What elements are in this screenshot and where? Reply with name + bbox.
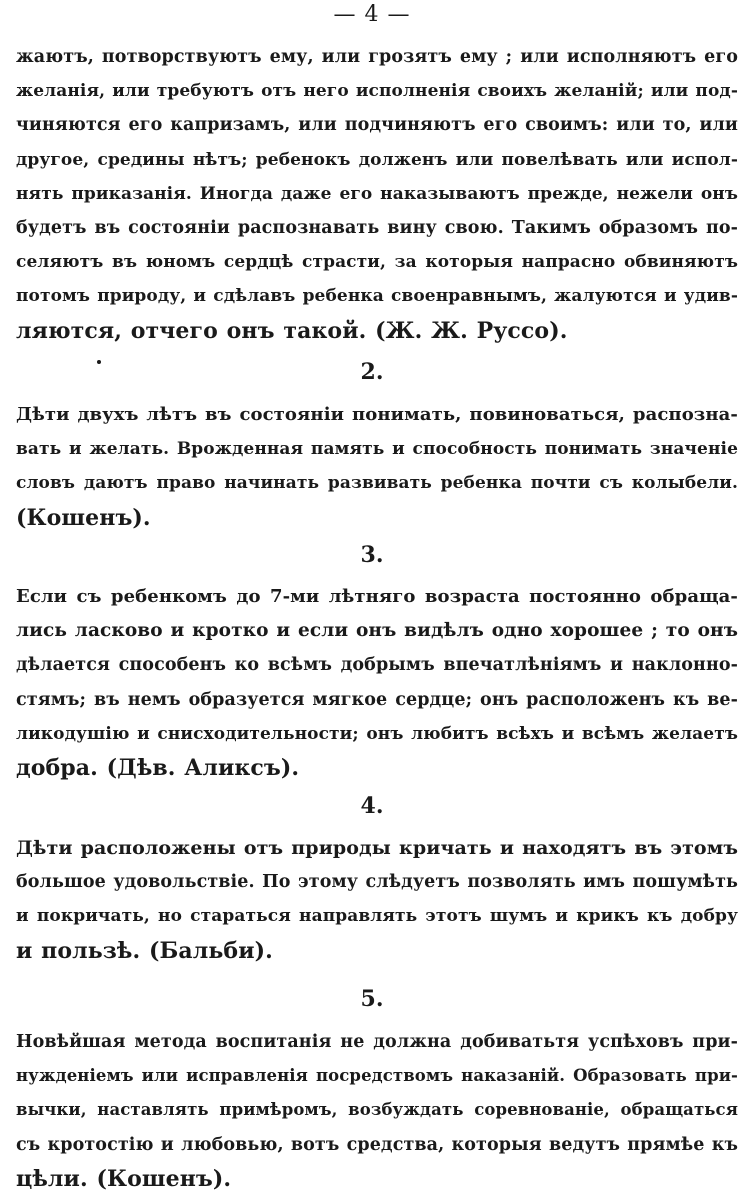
text-line: желанія, или требуютъ отъ него исполненія своихъ желаній; или под-: [16, 81, 738, 102]
text-line: селяютъ въ юномъ сердцѣ страсти, за которыя напрасно обвиняютъ: [16, 252, 738, 273]
paragraph-3: [16, 580, 738, 785]
text-line: чиняются его капризамъ, или подчиняютъ его своимъ: или то, или: [16, 115, 738, 136]
text-line: большое удовольствіе. По этому слѣдуетъ позволять имъ пошумѣть: [16, 872, 738, 893]
text-line: ляются, отчего онъ такой. (Ж. Ж. Руссо).: [16, 317, 568, 344]
text-line: добра. (Дѣв. Аликсъ).: [16, 755, 300, 782]
text-line: Дѣти расположены отъ природы кричать и находятъ въ этомъ: [16, 837, 738, 859]
text-line: цѣли. (Кошенъ).: [16, 1165, 232, 1192]
text-line: и пользѣ. (Бальби).: [16, 937, 273, 964]
text-line: вать и желать. Врожденная память и способность понимать значеніе: [16, 439, 738, 460]
paragraph-5: [16, 1025, 738, 1196]
text-line: вычки, наставлять примѣромъ, возбуждать соревнованіе, обращаться: [16, 1100, 738, 1120]
section-number-4: 4.: [360, 793, 384, 819]
section-number-5: 5.: [360, 986, 384, 1012]
text-line: дѣлается способенъ ко всѣмъ добрымъ впечатлѣніямъ и наклонно-: [16, 655, 738, 676]
text-line: нять приказанія. Иногда даже его наказываютъ прежде, нежели онъ: [16, 183, 738, 204]
text-line: (Кошенъ).: [16, 504, 151, 531]
text-line: Если съ ребенкомъ до 7-ми лѣтняго возраста постоянно обраща-: [16, 586, 738, 607]
text-line: Новѣйшая метода воспитанія не должна добиватьтя успѣховъ при-: [16, 1032, 738, 1052]
text-line: словъ даютъ право начинать развивать ребенка почти съ колыбели.: [16, 473, 738, 494]
paragraph-4: [16, 831, 738, 968]
text-line: стямъ; въ немъ образуется мягкое сердце; онъ расположенъ къ ве-: [16, 689, 738, 710]
text-line: съ кротостію и любовью, вотъ средства, которыя ведутъ прямѣе къ: [16, 1134, 738, 1155]
text-line: потомъ природу, и сдѣлавъ ребенка своенравнымъ, жалуются и удив-: [16, 286, 738, 307]
paragraph-1: [16, 40, 738, 348]
text-line: нужденіемъ или исправленія посредствомъ наказаній. Образовать при-: [16, 1066, 738, 1086]
text-line: другое, средины нѣтъ; ребенокъ долженъ или повелѣвать или испол-: [16, 149, 738, 170]
text-line: и покричать, но стараться направлять этотъ шумъ и крикъ къ добру: [16, 906, 738, 927]
section-number-2: 2.: [360, 359, 384, 385]
section-number-3: 3.: [360, 542, 384, 568]
page-number: — 4 —: [333, 2, 411, 27]
paragraph-2: [16, 398, 738, 535]
text-line: ликодушію и снисходительности; онъ любитъ всѣхъ и всѣмъ желаетъ: [16, 723, 738, 744]
text-line: Дѣти двухъ лѣтъ въ состояніи понимать, повиноваться, распозна-: [16, 404, 738, 425]
text-line: будетъ въ состояніи распознавать вину свою. Такимъ образомъ по-: [16, 218, 738, 239]
text-line: жаютъ, потворствуютъ ему, или грозятъ ему ; или исполняютъ его: [16, 47, 738, 67]
text-line: лись ласково и кротко и если онъ видѣлъ одно хорошее ; то онъ: [16, 620, 738, 642]
